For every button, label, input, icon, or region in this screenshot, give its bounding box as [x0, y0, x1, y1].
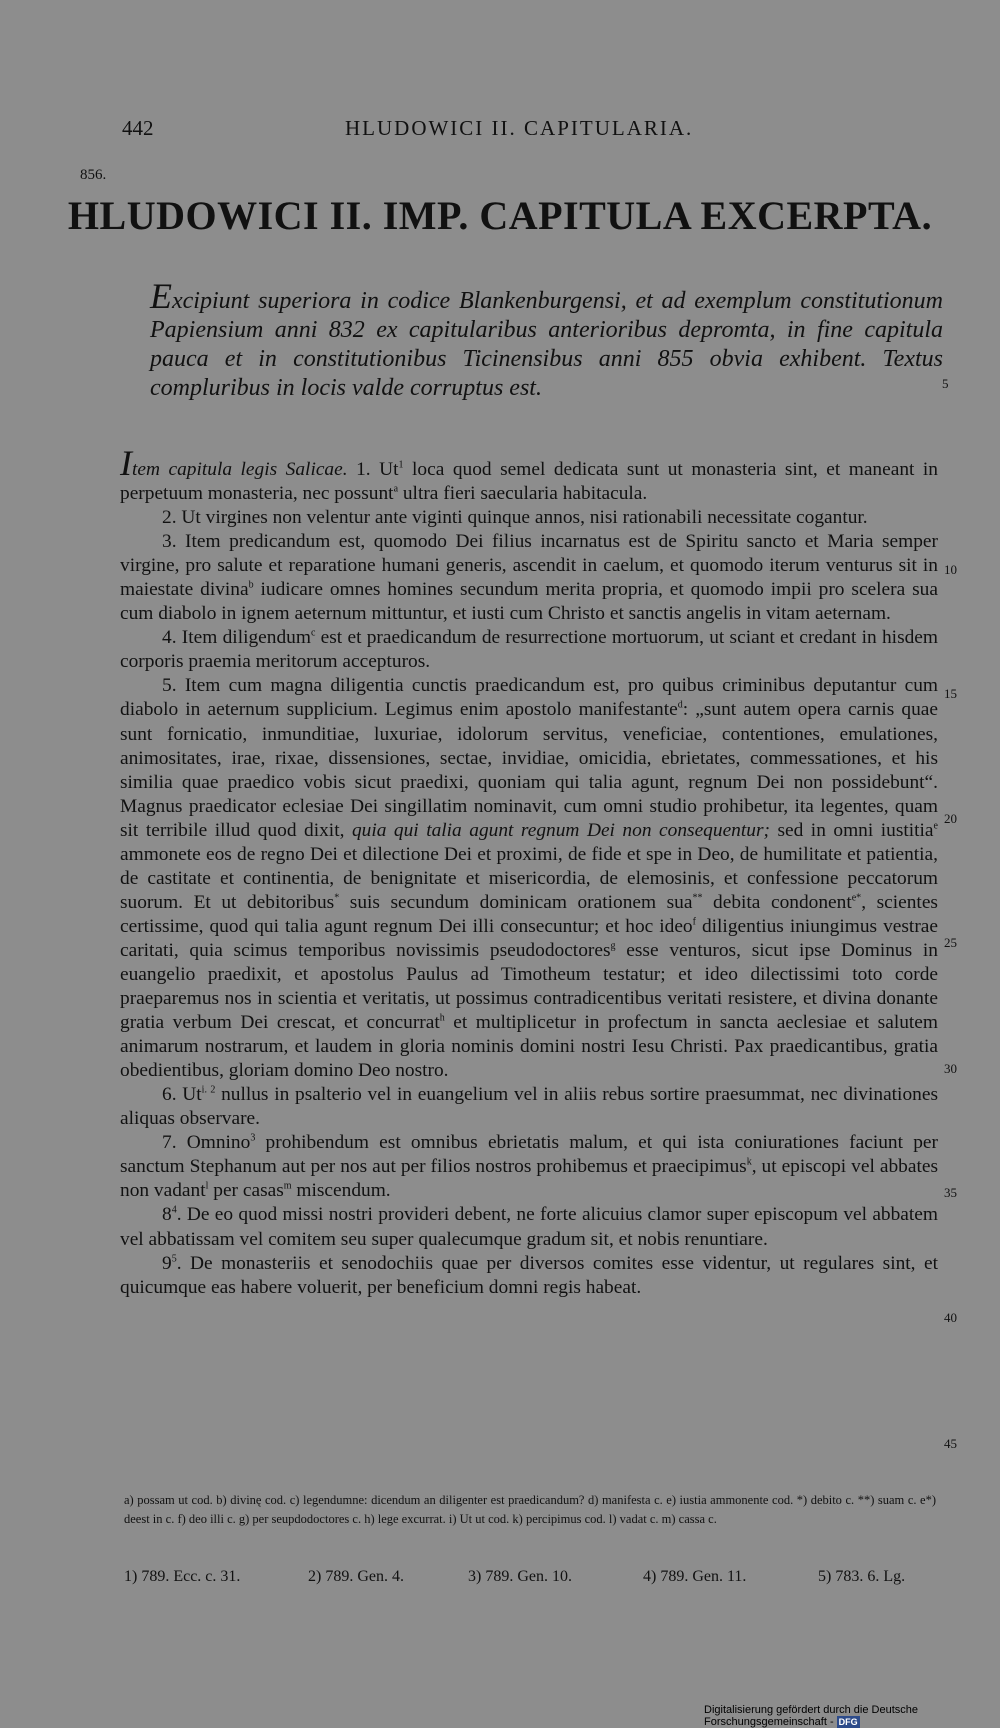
capitula-text [120, 443, 938, 1300]
paragraph-9: $9^5$. De monasteriis et senodochiis quae per diversos comites esse videntur, ut regulares sint, et quicumque eas habere voluerit, per beneficium domni regis habeat. [120, 1252, 938, 1298]
paragraph-7: 7. Omnino$^3$ prohibendum est omnibus ebrietatis malum, et qui ista coniurationes faciunt per sanctum Stephanum aut per nos aut per filios nostros prohibemus et praecipimus$^k$, ut episcopi vel abbates non vadant$^l$ per casas$^m$ miscendum. [120, 1132, 938, 1202]
line-number: 15 [944, 686, 957, 701]
paragraph-initial: I [120, 443, 132, 483]
paragraph-1: Item capitula legis Salicae. 1. Ut$^1$ loca quod semel dedicata sunt ut monasteria sint, et maneant in perpetuum monasteria, nec possunt$^a$ ultra fieri saecularia habitacula. [120, 443, 938, 505]
paragraph-8: $8^4$. De eo quod missi nostri provideri debent, ne forte alicuius clamor super episcopum vel abbatem vel abbatissam vel comitem seu super qualecumque gradum sit, et nobis renuntiare. [120, 1204, 938, 1250]
paragraph-2: 2. Ut virgines non velentur ante viginti quinque annos, nisi rationabili necessitate cogantur. [162, 507, 868, 529]
dfg-logo: DFG [838, 1717, 858, 1727]
source-note: 4) 789. Gen. 11. [643, 1568, 747, 1585]
source-footnotes [124, 1568, 936, 1594]
page-number: 442 [122, 116, 154, 140]
source-note: 2) 789. Gen. 4. [308, 1568, 404, 1585]
intro-paragraph [150, 276, 943, 403]
source-note: 3) 789. Gen. 10. [468, 1568, 572, 1585]
digitization-credit: Digitalisierung gefördert durch die Deutsche Forschungsgemeinschaft - DFG [704, 1704, 919, 1728]
paragraph-3: 3. Item predicandum est, quomodo Dei filius incarnatus est de Spiritu sancto et Maria semper virgine, pro salute et reparatione humani generis, ascendit in caelum, et quomodo iterum venturus sit in maiestate divina$^b$ iudicare omnes homines secundum merita propria, et quomodo impii pro scelera sua cum diabolo in ignem aeternum mittuntur, et iusti cum Christo et sanctis angelis in vitam aeternam. [120, 531, 938, 625]
source-note: 5) 783. 6. Lg. [818, 1568, 906, 1585]
margin-year: 856. [80, 167, 107, 183]
line-number: 45 [944, 1436, 957, 1451]
running-head [0, 116, 1000, 146]
line-number: 25 [944, 935, 957, 950]
paragraph-4: 4. Item diligendum$^c$ est et praedicandum de resurrectione mortuorum, ut sciant et credant in hisdem corporis praemia meritorum accepturos. [120, 627, 938, 673]
line-number: 5 [942, 376, 949, 391]
paragraph-5: 5. Item cum magna diligentia cunctis praedicandum est, pro quibus criminibus deputantur cum diabolo in aeternum supplicium. Legimus enim apostolo manifestante$^d$: „sunt autem opera carnis quae sunt fornicatio, inmunditiae, luxuriae, idolorum servitus, veneficiae, contentiones, emulationes, animositates, irae, rixae, dissensiones, sectae, invidiae, omicidia, ebrietates, commessationes, et his similia quae praedico vobis sicut praedixi, quoniam qui talia agunt, regnum Dei non possidebunt“. Magnus praedicator eclesiae Dei singillatim nominavit, cum omni studio prohibetur, ita legentes, quam sit terribile illud quod dixit, quia qui talia agunt regnum Dei non consequentur; sed in omni iustitia$^e$ ammonete eos de regno Dei et dilectione Dei et proximi, de fide et spe in Deo, de humilitate et patientia, de castitate et continentia, de benignitate et misericordia, de elemosinis, et confessione peccatorum suorum. Et ut debitoribus* suis secundum dominicam orationem sua** debita condonent$^{e*}$, scientes certissime, quod qui talia agunt regnum Dei illi consecuntur; et hoc ideo$^f$ diligentius iniungimus vestrae caritati, quia scimus temporibus novissimis pseudodoctores$^g$ esse venturos, sicut ipse Dominus in euangelio praedixit, et apostolus Paulus ad Timotheum testatur; et ideo dilectissimi toto corde praeparemus nos in scientia et veritatis, ut possimus contradicentibus veritati resistere, et divina donante gratia verbum Dei crescat, et concurrat$^h$ et multiplicetur in profectum in sancta aeclesiae et salutem animarum nostrarum, et laudem in gloria nominis domini nostri Iesu Christi. Pax praedicantibus, gratia obedientibus, gloriam domino Deo nostro. [120, 675, 938, 1082]
critical-apparatus: a) possam ut cod. b) divinę cod. c) legendumne: dicendum an diligenter est praedicandum? d) manifesta c. e) iustia ammonente cod. *) debito c. **) suam c. e*) deest in c. f) deo illi c. g) per seupdodoctores c. h) lege excurrat. i) Ut ut cod. k) percipimus cod. l) vadat c. m) cassa c. [124, 1493, 936, 1526]
line-number: 10 [944, 562, 957, 577]
intro-text: xcipiunt superiora in codice Blankenburgensi, et ad exemplum constitutionum Papiensium anni 832 ex capitularibus anterioribus depromta, in fine capitula pauca et in constitutionibus Ticinensibus anni 855 obvia exhibent. Textus compluribus in locis valde corruptus est. [150, 288, 943, 401]
source-note: 1) 789. Ecc. c. 31. [124, 1568, 241, 1585]
line-number: 40 [944, 1310, 957, 1325]
line-number: 35 [944, 1185, 957, 1200]
line-number: 20 [944, 811, 957, 826]
intro-initial: E [150, 276, 172, 316]
page-title: HLUDOWICI II. IMP. CAPITULA EXCERPTA. [67, 193, 933, 238]
running-title: HLUDOWICI II. CAPITULARIA. [345, 116, 694, 140]
line-number: 30 [944, 1061, 957, 1076]
paragraph-6: 6. $Ut^{i. 2}$ nullus in psalterio vel in euangelium vel in aliis rebus sortire praesummat, nec divinationes aliquas observare. [120, 1084, 938, 1130]
